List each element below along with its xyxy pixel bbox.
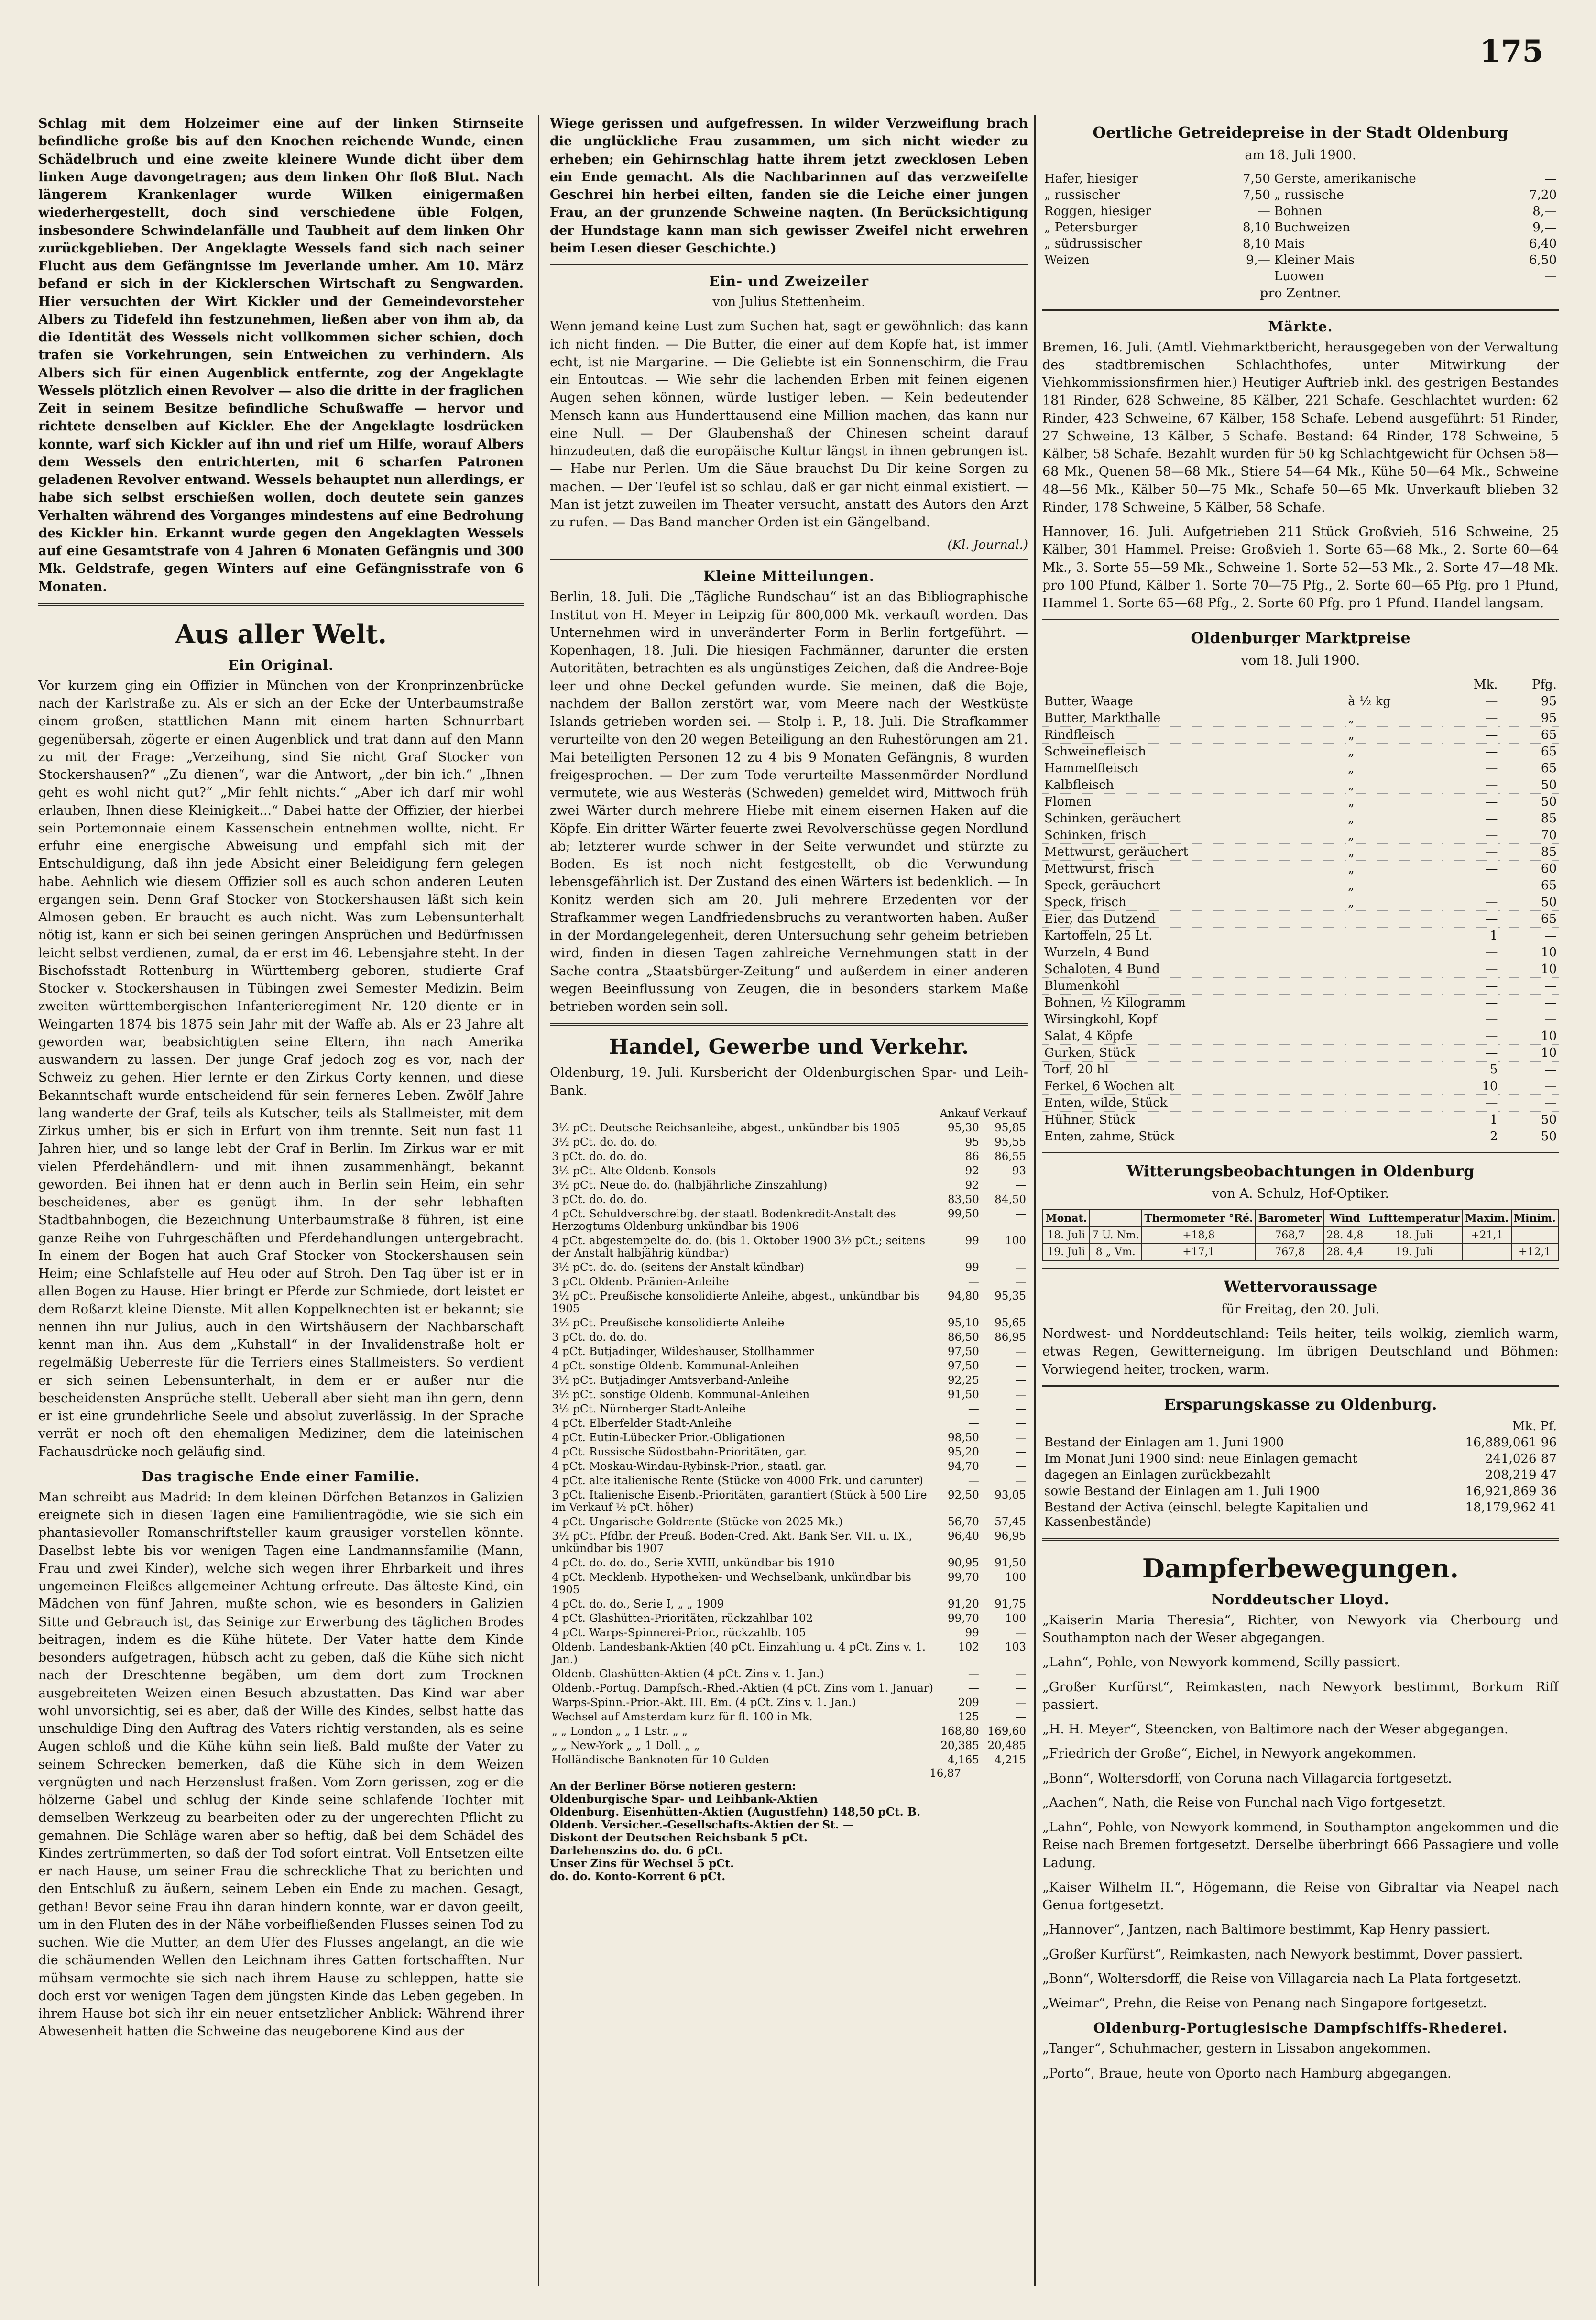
- table-row: 3½ pCt. do. do. do. 95 95,55: [552, 1136, 1026, 1149]
- table-row: 4 pCt. abgestempelte do. do. (bis 1. Oktober 1900 3½ pCt.; seitens der Anstalt halbjährig kündbar) 99 100: [552, 1234, 1026, 1259]
- list-item: „Kaiserin Maria Theresia“, Richter, von Newyork via Cherbourg und Southampton nach der Weser abgegangen.: [1042, 1612, 1559, 1645]
- table-row: 4 pCt. Butjadinger, Wildeshauser, Stollhammer 97,50 —: [552, 1345, 1026, 1358]
- table-row: sowie Bestand der Einlagen am 1. Juli 1900 16,921,869 36: [1044, 1484, 1557, 1499]
- market-report-bremen: Bremen, 16. Juli. (Amtl. Viehmarktbericht, herausgegeben von der Verwaltung des stadtbremischen Schlachthofes, unter Mitwirkung der Viehkommissionsfirmen hier.) Heutiger Auftrieb inkl. des gestrigen Bestandes 181 Rinder, 628 Schweine, 85 Kälber, 221 Schafe. Geschlachtet wurden: 62 Rinder, 423 Schweine, 67 Kälber, 158 Schafe. Lebend ausgeführt: 51 Rinder, 27 Schweine, 13 Kälber, 5 Schafe. Bestand: 64 Rinder, 178 Schweine, 5 Kälber, 58 Schafe. Bezahlt wurden für 50 kg Schlachtgewicht für Ochsen 58—68 Mk., Quenen 58—68 Mk., Stiere 54—64 Mk., Kühe 50—64 Mk., Schweine 48—56 Mk., Kälber 50—75 Mk., Schafe 50—65 Mk. Unverkauft blieben 32 Rinder, 178 Schweine, 5 Kälber, 58 Schafe.: [1042, 339, 1559, 515]
- table-row: Butter, Markthalle „ — 95: [1042, 710, 1559, 726]
- list-item: „Aachen“, Nath, die Reise von Funchal nach Vigo fortgesetzt.: [1042, 1795, 1446, 1810]
- table-row: Schinken, geräuchert „ — 85: [1042, 810, 1559, 827]
- divider: [550, 264, 1028, 265]
- article-title-kleine-mitteilungen: Kleine Mitteilungen.: [703, 568, 875, 585]
- table-row: 3½ pCt. sonstige Oldenb. Kommunal-Anleihen 91,50 —: [552, 1388, 1026, 1401]
- market-report-hannover: Hannover, 16. Juli. Aufgetrieben 211 Stück Großvieh, 516 Schweine, 25 Kälber, 301 Hammel. Preise: Großvieh 1. Sorte 65—68 Mk., 2. Sorte 60—64 Mk., 3. Sorte 55—59 Mk., Schweine 1. Sorte 52—53 Mk., 2. Sorte 47—48 Mk. pro 100 Pfund, Kälber 1. Sorte 70—75 Pfg., 2. Sorte 60—65 Pfg. pro 1 Pfund, Hammel 1. Sorte 65—68 Pfg., 2. Sorte 60 Pfg. pro 1 Pfund. Handel langsam.: [1042, 525, 1559, 611]
- table-row: 3½ pCt. Nürnberger Stadt-Anleihe — —: [552, 1402, 1026, 1415]
- article-author: von Julius Stettenheim.: [712, 295, 865, 309]
- savings-table: [1042, 1418, 1559, 1530]
- list-item: „Tanger“, Schuhmacher, gestern in Lissabon angekommen.: [1042, 2041, 1431, 2057]
- list-item: „Großer Kurfürst“, Reimkasten, nach Newyork bestimmt, Borkum Riff passiert.: [1042, 1679, 1559, 1712]
- subheading-portugiesische-rhederei: Oldenburg-Portugiesische Dampfschiffs-Rhederei.: [1093, 2020, 1508, 2036]
- divider: [550, 1023, 1028, 1026]
- table-row: 3½ pCt. do. do. (seitens der Anstalt kündbar) 99 —: [552, 1261, 1026, 1274]
- kursbericht-intro: Oldenburg, 19. Juli. Kursbericht der Oldenburgischen Spar- und Leih-Bank.: [550, 1065, 1028, 1098]
- table-row: 3½ pCt. Alte Oldenb. Konsols 92 93: [552, 1164, 1026, 1177]
- table-row: 3 pCt. Italienische Eisenb.-Prioritäten, garantiert (Stück à 500 Lire im Verkauf ½ pCt. höher) 92,50 93,05: [552, 1488, 1026, 1514]
- table-row: Kalbfleisch „ — 50: [1042, 777, 1559, 793]
- table-row: 4 pCt. Mecklenb. Hypotheken- und Wechselbank, unkündbar bis 1905 99,70 100: [552, 1571, 1026, 1596]
- section-title-witterung: Witterungsbeobachtungen in Oldenburg: [1126, 1161, 1475, 1180]
- list-item: „Lahn“, Pohle, von Newyork kommend, in Southampton angekommen und die Reise nach Bremen fortgesetzt. Derselbe überbringt 666 Passagiere und volle Ladung.: [1042, 1820, 1559, 1871]
- article-title-original: Ein Original.: [228, 657, 334, 673]
- kurs-footer-line: An der Berliner Börse notieren gestern:: [550, 1779, 796, 1793]
- list-item: „Bonn“, Woltersdorff, die Reise von Villagarcia nach La Plata fortgesetzt.: [1042, 1971, 1522, 1986]
- table-row: Rindfleisch „ — 65: [1042, 726, 1559, 743]
- grain-price-table: [1042, 171, 1559, 285]
- table-row: Wechsel auf Amsterdam kurz für fl. 100 in Mk. 125 —: [552, 1710, 1026, 1723]
- list-item: „Kaiser Wilhelm II.“, Högemann, die Reise von Gibraltar via Neapel nach Genua fortgesetzt.: [1042, 1880, 1559, 1913]
- table-row: Holländische Banknoten für 10 Gulden 4,165 4,215: [552, 1753, 1026, 1766]
- kurs-table: [550, 1106, 1028, 1767]
- table-row: Schaloten, 4 Bund — 10: [1042, 961, 1559, 977]
- column-1: [38, 115, 524, 2295]
- table-row: 4 pCt. Eutin-Lübecker Prior.-Obligationen 98,50 —: [552, 1431, 1026, 1444]
- table-row: Oldenb.-Portug. Dampfsch.-Rhed.-Aktien (4 pCt. Zins vom 1. Januar) — —: [552, 1682, 1026, 1695]
- table-row: Blumenkohl — —: [1042, 977, 1559, 994]
- section-title-wettervoraussage: Wettervoraussage: [1224, 1277, 1377, 1296]
- table-row: „ Petersburger 8,10 Buchweizen 9,—: [1044, 220, 1557, 235]
- table-row: 4 pCt. Russische Südostbahn-Prioritäten, gar. 95,20 —: [552, 1445, 1026, 1458]
- paragraph: Schlag mit dem Holzeimer eine auf der linken Stirnseite befindliche große bis auf den Knochen reichende Wunde, einen Schädelbruch und eine zweite kleinere Wunde dicht über dem linken Auge davongetragen; aus dem linken Ohr floß Blut. Nach längerem Krankenlager wurde Wilken einigermaßen wiederhergestellt, doch sind verschiedene üble Folgen, insbesondere Schwindelanfälle und Taubheit auf dem linken Ohr zurückgeblieben. Der Angeklagte Wessels fand sich nach seiner Flucht aus dem Gefängnisse im Jeverlande umher. Am 10. März befand er sich in der Kicklerschen Wirtschaft zu Sengwarden. Hier versuchten der Wirt Kickler und der Gemeindevorsteher Albers zu Tidefeld ihn festzunehmen, ließen aber von ihm ab, da die Identität des Wessels nicht vollkommen sicher schien, doch trafen sie Vorkehrungen, sein Entweichen zu verhindern. Als Albers sich für einen Augenblick entfernte, zog der Angeklagte Wessels plötzlich einen Revolver — also die dritte in der fraglichen Zeit in seinem Besitze befindliche Schußwaffe — hervor und richtete denselben auf Kickler. Ehe der Angeklagte losdrücken konnte, warf sich Kickler auf ihn und rief um Hilfe, worauf Albers dem Wessels den entrichterten, mit 6 scharfen Patronen geladenen Revolver entwand. Wessels behauptet nun allerdings, er habe sich selbst erschießen wollen, doch deutete sein ganzes Verhalten während des Vorganges mindestens auf eine Bedrohung des Kickler hin. Erkannt wurde gegen den Angeklagten Wessels auf eine Gesamtstrafe von 4 Jahren 6 Monaten Gefängnis und 300 Mk. Geldstrafe, gegen Winters auf eine Gefängnisstrafe von 6 Monaten.: [38, 116, 524, 594]
- table-row: Bohnen, ½ Kilogramm — —: [1042, 994, 1559, 1011]
- section-title-maerkte: Märkte.: [1268, 318, 1333, 335]
- table-row: Im Monat Juni 1900 sind: neue Einlagen gemacht 241,026 87: [1044, 1451, 1557, 1466]
- list-item: „Friedrich der Große“, Eichel, in Newyork angekommen.: [1042, 1746, 1417, 1762]
- kurs-footer-line: Oldenb. Versicher.-Gesellschafts-Aktien der St. —: [550, 1818, 854, 1831]
- table-row: „ russischer 7,50 „ russische 7,20: [1044, 188, 1557, 203]
- table-row: 3½ pCt. Butjadinger Amtsverband-Anleihe 92,25 —: [552, 1374, 1026, 1387]
- paragraph: Wiege gerissen und aufgefressen. In wilder Verzweiflung brach die unglückliche Frau zusammen, um sich nicht wieder zu erheben; ein Gehirnschlag hatte ihrem jetzt zwecklosen Leben ein Ende gemacht. Als die Nachbarinnen auf das verzweifelte Geschrei hin herbei eilten, fanden sie die Leiche einer jungen Frau, an der grunzende Schweine nagten. (In Berücksichtigung der Hundstage kann man sich gewisser Zweifel nicht erwehren beim Lesen dieser Geschichte.): [550, 116, 1028, 256]
- table-row: 19. Juli 8 „ Vm. +17,1 767,8 28. 4,4 19. Juli +12,1: [1043, 1244, 1558, 1260]
- table-row: Bestand der Activa (einschl. belegte Kapitalien und Kassenbestände) 18,179,962 41: [1044, 1500, 1557, 1529]
- table-row: 3½ pCt. Preußische konsolidierte Anleihe 95,10 95,65: [552, 1316, 1026, 1329]
- table-row: Weizen 9,— Kleiner Mais 6,50: [1044, 253, 1557, 268]
- table-row: Enten, zahme, Stück 2 50: [1042, 1128, 1559, 1145]
- table-header: Mk. Pfg.: [1042, 677, 1559, 693]
- kurs-footer-line: do. do. Konto-Korrent 6 pCt.: [550, 1870, 726, 1883]
- steamer-list: [1042, 1611, 1559, 2013]
- date-line: für Freitag, den 20. Juli.: [1221, 1302, 1380, 1317]
- divider: [1042, 1385, 1559, 1387]
- table-row: 3 pCt. do. do. do. 83,50 84,50: [552, 1193, 1026, 1206]
- table-row: Hafer, hiesiger 7,50 Gerste, amerikanische —: [1044, 172, 1557, 186]
- article-text: Man schreibt aus Madrid: In dem kleinen Dörfchen Betanzos in Galizien ereignete sich in diesen Tagen eine Familientragödie, wie sie sich ein phantasievoller Romanschriftsteller kaum grausiger vorstellen könnte. Daselbst lebte bis vor wenigen Tagen eine Landmannsfamilie (Mann, Frau und zwei Kinder), welche sich wegen ihrer Ehrbarkeit und ihres ungemeinen Fleißes allgemeiner Achtung erfreute. Das älteste Kind, ein Mädchen von fünf Jahren, mußte schon, wie es besonders in Galizien Sitte und Gebrauch ist, das Seinige zur Erwerbung des täglichen Brodes beitragen, indem es die Kühe hütete. Der Vater hatte dem Kinde besonders aufgetragen, hübsch acht zu geben, daß die Kühe sich nicht nach der Dreschtenne begäben, um dem dort zum Trocknen ausgebreiteten Weizen einen Besuch abzustatten. Das Kind war aber wohl unvorsichtig, sei es aber, daß der Wille des Kindes, selbst hatte das unschuldige Ding den Auftrag des Vaters richtig verstanden, als es seine Augen schloß und die Kühe kühn sein ließ. Bald mußte der Vater zu seinem Schrecken bemerken, daß die Kühe sich in dem Weizen vergnügten und nach Herzenslust fraßen. Vom Zorn gerissen, zog er die hölzerne Gabel und schlug der Kinde seine schlafende Tochter mit demselben Werkzeug zu bearbeiten oder zu der ungerechten Pflicht zu gemahnen. Die Schläge waren aber so heftig, daß bei dem Schädel des Kindes zertrümmerten, so daß der Tod sofort eintrat. Voll Entsetzen eilte er nach Hause, um seiner Frau die schreckliche That zu berichten und den Entschluß zu äußern, seinem Leben ein Ende zu machen. Gesagt, gethan! Bevor seine Frau ihn daran hindern konnte, war er davon geeilt, um in den Fluten des in der Nähe vorbeifließenden Flusses seinen Tod zu suchen. Wie die Mutter, an dem Ufer des Flusses angelangt, an die wie die schäumenden Wellen den Leichnam ihres Gatten fortschafften. Nur mühsam vermochte sie sich nach ihrem Hause zu schleppen, hatte sie doch erst vor wenigen Tagen dem jüngsten Kinde das Leben gegeben. In ihrem Hause bot sich ihr ein neuer entsetzlicher Anblick: Während ihrer Abwesenheit hatten die Schweine das neugeborene Kind aus der: [38, 1489, 524, 2039]
- date-line: am 18. Juli 1900.: [1245, 148, 1356, 163]
- weather-table: [1042, 1209, 1559, 1261]
- list-item: „Großer Kurfürst“, Reimkasten, nach Newyork bestimmt, Dover passiert.: [1042, 1947, 1523, 1962]
- table-row: „ „ New-York „ „ 1 Doll. „ „ 20,385 20,485: [552, 1739, 1026, 1752]
- table-header: Monat. Thermometer °Ré. Barometer Wind Lufttemperatur Maxim. Minim.: [1043, 1210, 1558, 1227]
- list-item: „Porto“, Braue, heute von Oporto nach Hamburg abgegangen.: [1042, 2066, 1452, 2081]
- table-row: 4 pCt. do. do. do., Serie XVIII, unkündbar bis 1910 90,95 91,50: [552, 1556, 1026, 1569]
- table-row: Hühner, Stück 1 50: [1042, 1111, 1559, 1128]
- table-row: 4 pCt. Glashütten-Prioritäten, rückzahlbar 102 99,70 100: [552, 1612, 1026, 1625]
- table-row: Eier, das Dutzend — 65: [1042, 910, 1559, 927]
- table-row: 3½ pCt. Neue do. do. (halbjährliche Zinszahlung) 92 —: [552, 1179, 1026, 1192]
- subheading-lloyd: Norddeutscher Lloyd.: [1212, 1591, 1389, 1608]
- table-row: Hammelfleisch „ — 65: [1042, 760, 1559, 777]
- table-row: 4 pCt. Ungarische Goldrente (Stücke von 2025 Mk.) 56,70 57,45: [552, 1515, 1026, 1528]
- table-header: Ankauf Verkauf: [940, 1107, 1026, 1120]
- kurs-footer-line: Diskont der Deutschen Reichsbank 5 pCt.: [550, 1831, 808, 1844]
- weather-forecast: Nordwest- und Norddeutschland: Teils heiter, teils wolkig, ziemlich warm, etwas Regen, Gewitterneigung. Im übrigen Deutschland und Böhmen: Vorwiegend heiter, trocken, warm.: [1042, 1326, 1559, 1377]
- table-row: Salat, 4 Köpfe — 10: [1042, 1028, 1559, 1044]
- table-row: Luowen —: [1274, 269, 1557, 284]
- kurs-footer-line: Oldenburg. Eisenhütten-Aktien (Augustfehn) 148,50 pCt. B.: [550, 1805, 921, 1818]
- table-row: Enten, wilde, Stück — —: [1042, 1094, 1559, 1111]
- market-price-table: [1042, 677, 1559, 1145]
- date-line: vom 18. Juli 1900.: [1241, 653, 1360, 668]
- divider: [1042, 619, 1559, 620]
- table-row: Bestand der Einlagen am 1. Juni 1900 16,889,061 96: [1044, 1435, 1557, 1450]
- list-item: „Lahn“, Pohle, von Newyork kommend, Scilly passiert.: [1042, 1655, 1400, 1670]
- article-title-zweizeiler: Ein- und Zweizeiler: [709, 273, 869, 289]
- table-row: Torf, 20 hl 5 —: [1042, 1061, 1559, 1078]
- section-title-getreidepreise: Oertliche Getreidepreise in der Stadt Oldenburg: [1093, 123, 1509, 142]
- section-title-handel: Handel, Gewerbe und Verkehr.: [609, 1035, 969, 1060]
- list-item: „H. H. Meyer“, Steencken, von Baltimore nach der Weser abgegangen.: [1042, 1722, 1509, 1737]
- table-row: Oldenb. Glashütten-Aktien (4 pCt. Zins v. 1. Jan.) — —: [552, 1667, 1026, 1680]
- table-row: Wurzeln, 4 Bund — 10: [1042, 944, 1559, 961]
- table-row: Oldenb. Landesbank-Aktien (40 pCt. Einzahlung u. 4 pCt. Zins v. 1. Jan.) 102 103: [552, 1641, 1026, 1666]
- column-2: [550, 115, 1028, 2295]
- page-number: 175: [1479, 33, 1543, 69]
- column-3: [1042, 115, 1559, 2295]
- section-title-aus-aller-welt: Aus aller Welt.: [175, 618, 387, 649]
- table-row: „ „ London „ „ 1 Lstr. „ „ 168,80 169,60: [552, 1725, 1026, 1738]
- section-title-marktpreise: Oldenburger Marktpreise: [1191, 629, 1410, 647]
- table-row: 3½ pCt. Preußische konsolidierte Anleihe, abgest., unkündbar bis 1905 94,80 95,35: [552, 1290, 1026, 1315]
- kurs-extra-value: 16,87: [929, 1767, 961, 1780]
- article-title-tragic-end: Das tragische Ende einer Familie.: [142, 1468, 420, 1485]
- table-header: Mk. Pf.: [1512, 1419, 1557, 1434]
- table-row: Ferkel, 6 Wochen alt 10 —: [1042, 1078, 1559, 1094]
- kurs-footer-line: Darlehenszins do. do. 6 pCt.: [550, 1844, 723, 1857]
- column-rule: [538, 115, 539, 2286]
- table-row: Mettwurst, frisch „ — 60: [1042, 860, 1559, 877]
- table-row: Schweinefleisch „ — 65: [1042, 743, 1559, 760]
- table-row: „ südrussischer 8,10 Mais 6,40: [1044, 237, 1557, 252]
- grain-price-note: pro Zentner.: [1260, 286, 1341, 301]
- table-row: 3 pCt. do. do. do. 86 86,55: [552, 1150, 1026, 1163]
- table-row: 3½ pCt. Pfdbr. der Preuß. Boden-Cred. Akt. Bank Ser. VII. u. IX., unkündbar bis 1907 96,40 96,95: [552, 1530, 1026, 1555]
- table-row: 4 pCt. Elberfelder Stadt-Anleihe — —: [552, 1417, 1026, 1430]
- table-row: Warps-Spinn.-Prior.-Akt. III. Em. (4 pCt. Zins v. 1. Jan.) 209 —: [552, 1696, 1026, 1709]
- table-row: Roggen, hiesiger — Bohnen 8,—: [1044, 204, 1557, 219]
- table-row: Kartoffeln, 25 Lt. 1 —: [1042, 927, 1559, 944]
- article-text: Wenn jemand keine Lust zum Suchen hat, sagt er gewöhnlich: das kann ich nicht finden. — Die Butter, die einer auf dem Kopfe hat, ist immer echt, ist nie Margarine. — Die Geliebte ist ein Sonnenschirm, die Frau ein Entoutcas. — Wie sehr die lachenden Erben mit feinen eigenen Augen sehen können, würde lustiger leben. — Kein bedeutender Mensch kann aus Hunderttausend eine Million machen, das kann nur eine Null. — Der Glaubenshaß der Chinesen scheint darauf hinzudeuten, daß die europäische Kultur längst in ihnen gebrungen ist. — Habe nur Perlen. Um die Säue brauchst Du Dir keine Sorgen zu machen. — Der Teufel ist so schlau, daß er gar nicht einmal existiert. — Man ist jetzt zuweilen im Theater versucht, anstatt des Autors den Arzt zu rufen. — Das Band mancher Orden ist ein Gängelband.: [550, 319, 1028, 530]
- table-row: 4 pCt. do. do., Serie I, „ „ 1909 91,20 91,75: [552, 1598, 1026, 1610]
- table-row: Speck, frisch „ — 50: [1042, 894, 1559, 910]
- divider: [38, 603, 524, 606]
- table-row: Schinken, frisch „ — 70: [1042, 827, 1559, 843]
- article-text: Berlin, 18. Juli. Die „Tägliche Rundschau“ ist an das Bibliographische Institut von H. Meyer in Leipzig für 800,000 Mk. verkauft worden. Das Unternehmen wird in unveränderter Form in Berlin fortgeführt. — Kopenhagen, 18. Juli. Die hiesigen Fachmänner, darunter die ersten Autoritäten, betrachten es als ungünstiges Zeichen, daß die Andree-Boje leer und ohne Deckel gefunden wurde. Sie meinen, daß die Boje, nachdem der Ballon zerstört war, vom Meere nach der Westküste Islands getrieben worden sei. — Stolp i. P., 18. Juli. Die Strafkammer verurteilte von den 20 wegen Beteiligung an den Ruhestörungen am 21. Mai beteiligten Personen 12 zu 4 bis 9 Monaten Gefängnis, 8 wurden freigesprochen. — Der zum Tode verurteilte Massenmörder Nordlund vermutete, wie aus Westeräs (Schweden) gemeldet wird, Mittwoch früh zwei Wärter durch mehrere Hiebe mit einem eisernen Haken auf die Köpfe. Ein dritter Wärter feuerte zwei Revolverschüsse gegen Nordlund ab; letzterer wurde schwer in der Seite verwundet und stürzte zu Boden. Es ist noch nicht festgestellt, ob die Verwundung lebensgefährlich ist. Der Zustand des einen Wärters ist bedenklich. — In Konitz werden sich am 20. Juli mehrere Erzedenten vor der Strafkammer wegen Landfriedensbruchs zu verantworten haben. Außer in der Mordangelegenheit, deren Untersuchung sehr geheim betrieben wird, finden in diesen Tagen zahlreiche Vernehmungen statt in der Sache contra „Staatsbürger-Zeitung“ und außerdem in einer anderen wegen Beeinflussung von Zeugen, die in besonders starkem Maße betrieben worden sein soll.: [550, 590, 1028, 1014]
- kurs-footer-line: Unser Zins für Wechsel 5 pCt.: [550, 1857, 734, 1870]
- steamer-list: [1042, 2040, 1559, 2082]
- court-report-continuation: [38, 115, 524, 596]
- table-row: 4 pCt. alte italienische Rente (Stücke von 4000 Frk. und darunter) — —: [552, 1474, 1026, 1487]
- table-row: 3 pCt. do. do. do. 86,50 86,95: [552, 1331, 1026, 1344]
- table-row: 4 pCt. Warps-Spinnerei-Prior., rückzahlb. 105 99 —: [552, 1626, 1026, 1639]
- table-row: 4 pCt. Schuldverschreibg. der staatl. Bodenkredit-Anstalt des Herzogtums Oldenburg unkündbar bis 1906 99,50 —: [552, 1207, 1026, 1233]
- table-row: 3 pCt. Oldenb. Prämien-Anleihe — —: [552, 1275, 1026, 1288]
- list-item: „Hannover“, Jantzen, nach Baltimore bestimmt, Kap Henry passiert.: [1042, 1922, 1491, 1937]
- table-row: 18. Juli 7 U. Nm. +18,8 768,7 28. 4,8 18. Juli +21,1: [1043, 1227, 1558, 1244]
- table-row: Wirsingkohl, Kopf — —: [1042, 1011, 1559, 1028]
- article-text: Vor kurzem ging ein Offizier in München von der Kronprinzenbrücke nach der Karlstraße zu. Als er sich an der Ecke der Unterbaumstraße einem großen, stattlichen Mann mit einem harten Schnurrbart gegenübersah, zögerte er einen Augenblick und trat dann auf den Mann zu mit der Frage: „Verzeihung, sind Sie nicht Graf Stocker von Stockershausen?“ „Zu dienen“, war die Antwort, „der bin ich.“ „Ihnen geht es wohl nicht gut?“ „Mir fehlt nichts.“ „Aber ich darf mir wohl erlauben, Ihnen diese Kleinigkeit...“ Dabei hatte der Offizier, der hierbei sein Portemonnaie einem Kassenschein entnehmen wollte, nicht. Er erfuhr eine energische Abweisung und empfahl sich mit der Entschuldigung, daß ihn jede Absicht einer Beleidigung fern gelegen habe. Aehnlich wie diesem Offizier soll es auch schon anderen Leuten ergangen sein. Denn Graf Stocker von Stockershausen läßt sich kein Almosen geben. Er braucht es auch nicht. Was zum Lebensunterhalt nötig ist, kann er sich bei seinen geringen Ansprüchen und Bedürfnissen leicht selbst verdienen, zumal, da er erst im 46. Lebensjahre steht. In der Bischofsstadt Rottenburg in Württemberg geboren, studierte Graf Stocker v. Stockershausen in Tübingen zwei Semester Medizin. Beim zweiten württembergischen Infanterieregiment Nr. 120 diente er in Weingarten 1874 bis 1875 sein Jahr mit der Waffe ab. Als er 23 Jahre alt geworden war, beabsichtigten seine Eltern, ihn nach Amerika auswandern zu lassen. Der junge Graf jedoch zog es vor, nach der Schweiz zu gehen. Hier lernte er den Zirkus Corty kennen, und diese Bekanntschaft wurde entscheidend für sein ferneres Leben. Zwölf Jahre lang wanderte der Graf, teils als Kutscher, teils als Stallmeister, mit dem Zirkus umher, bis er sich in Erfurt von ihm trennte. Seit nun fast 11 Jahren hier, und so lange lebt der Graf in Berlin. Im Zirkus war er mit vielen Pferdehändlern- und mit ihnen zusammenhängt, bekannt geworden. Bei ihnen hat er denn auch in Berlin sein Heim, ein sehr bescheidenes, aber es genügt ihm. In der sehr lebhaften Stadtbahnbogen, die Bezeichnung Unterbaumstraße 8 führen, ist eine ganze Reihe von Fuhrgeschäften und Pferdehandlungen untergebracht. In einem der Bogen hat auch Graf Stocker von Stockershausen sein Heim; eine Schlafstelle auf Heu oder auf Stroh. Den Tag über ist er in allen Bogen zu Hause. Hier bringt er Pferde zur Schmiede, dort leistet er dem Roßarzt kleine Dienste. Mit allen Koppelknechten ist er bekannt; sie nennen ihn nur Julius, auch in den Wirtshäusern der Nachbarschaft kennt man ihn. Aus dem „Kuhstall“ in der Invalidenstraße holt er regelmäßig Ueberreste für die Terriers eines Stallmeisters. So verdient er sich seinen Lebensunterhalt, in dem er er außer nur die bescheidensten Ansprüche stellt. Ueberall aber sieht man ihn gern, denn er ist eine grundehrliche Seele und absolut zuverlässig. In der Sprache verrät er noch oft den ehemaligen Mediziner, dem die lateinischen Fachausdrücke noch geläufig sind.: [38, 678, 524, 1459]
- list-item: „Weimar“, Prehn, die Reise von Penang nach Singapore fortgesetzt.: [1042, 1996, 1487, 2011]
- table-row: dagegen an Einlagen zurückbezahlt 208,219 47: [1044, 1467, 1557, 1482]
- section-title-dampferbewegungen: Dampferbewegungen.: [1142, 1553, 1459, 1584]
- divider: [550, 559, 1028, 560]
- weather-author: von A. Schulz, Hof-Optiker.: [1212, 1186, 1389, 1201]
- kurs-footer-line: Oldenburgische Spar- und Leihbank-Aktien: [550, 1792, 818, 1806]
- table-row: Gurken, Stück — 10: [1042, 1044, 1559, 1061]
- table-row: 3½ pCt. Deutsche Reichsanleihe, abgest., unkündbar bis 1905 95,30 95,85: [552, 1121, 1026, 1134]
- table-row: Flomen „ — 50: [1042, 793, 1559, 810]
- list-item: „Bonn“, Woltersdorff, von Coruna nach Villagarcia fortgesetzt.: [1042, 1771, 1452, 1786]
- section-title-ersparungskasse: Ersparungskasse zu Oldenburg.: [1164, 1395, 1437, 1413]
- article-continuation: [550, 115, 1028, 257]
- table-row: Speck, geräuchert „ — 65: [1042, 877, 1559, 894]
- divider: [1042, 1538, 1559, 1541]
- divider: [1042, 1152, 1559, 1153]
- article-source: (Kl. Journal.): [947, 538, 1028, 553]
- table-row: Butter, Waage à ½ kg — 95: [1042, 693, 1559, 710]
- divider: [1042, 1268, 1559, 1269]
- table-row: 4 pCt. sonstige Oldenb. Kommunal-Anleihen 97,50 —: [552, 1359, 1026, 1372]
- column-rule: [1034, 115, 1036, 2286]
- table-row: Mettwurst, geräuchert „ — 85: [1042, 843, 1559, 860]
- table-row: 4 pCt. Moskau-Windau-Rybinsk-Prior., staatl. gar. 94,70 —: [552, 1460, 1026, 1473]
- divider: [1042, 309, 1559, 311]
